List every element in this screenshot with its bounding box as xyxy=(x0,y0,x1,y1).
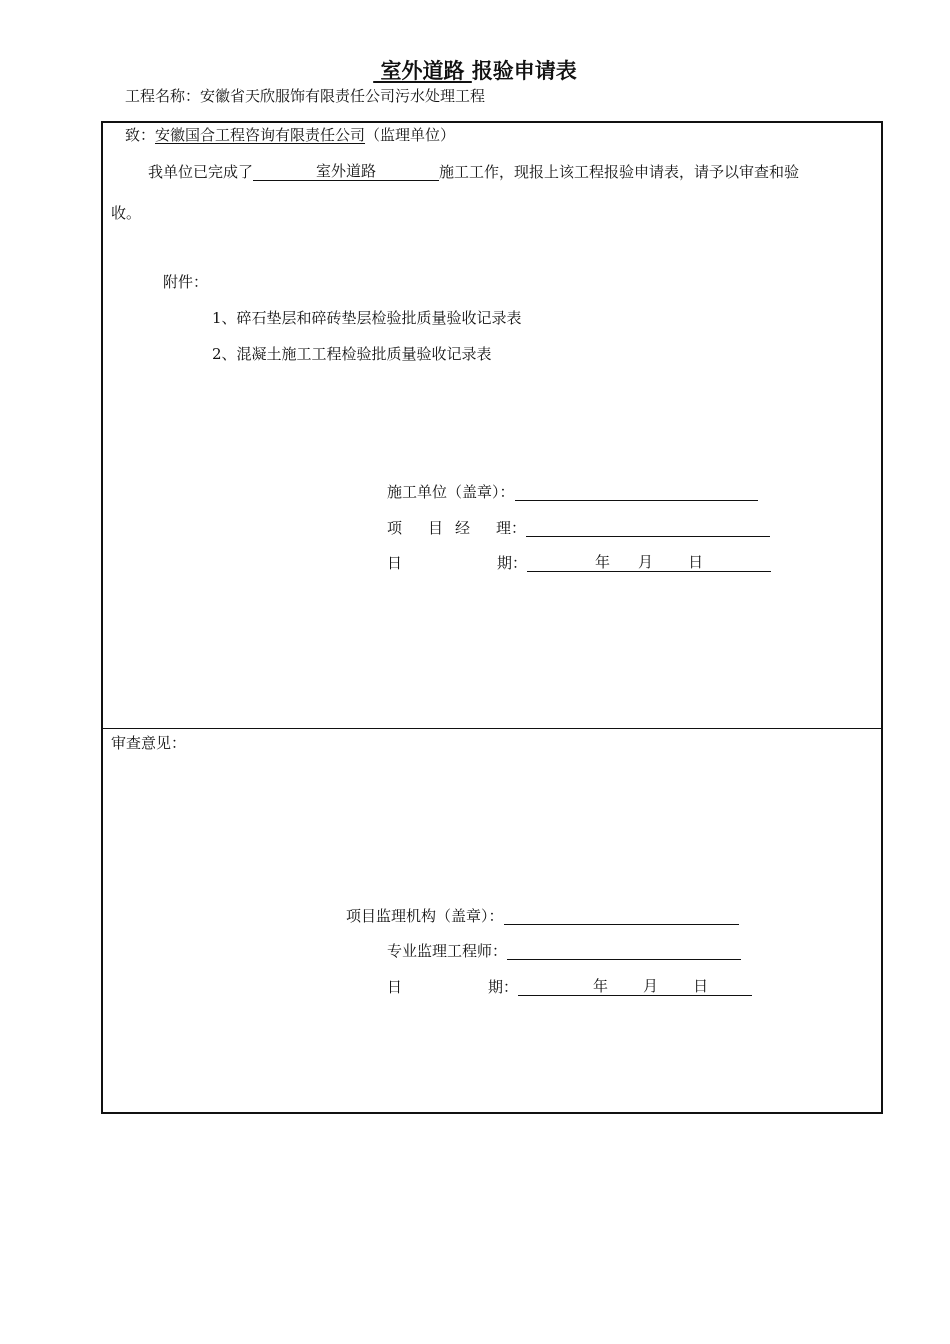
title-subject: 室外道路 xyxy=(380,58,465,83)
manager-label-part: 项 xyxy=(387,519,403,537)
day-label: 日 xyxy=(688,553,704,571)
day-label: 日 xyxy=(693,977,709,995)
work-item-field: 室外道路 xyxy=(253,162,439,181)
attachment-item-2: 2、混凝土施工工程检验批质量验收记录表 xyxy=(212,345,492,363)
supervision-org-field xyxy=(504,906,739,925)
date-label-part: 日 xyxy=(387,554,403,572)
date-label-part: 期： xyxy=(497,554,528,572)
year-label: 年 xyxy=(593,977,609,995)
engineer-line xyxy=(387,941,741,960)
statement-prefix: 我单位已完成了 xyxy=(148,163,254,181)
supervisor-name: 安徽国合工程咨询有限责任公司 xyxy=(155,126,366,144)
attachment-item-1: 1、碎石垫层和碎砖垫层检验批质量验收记录表 xyxy=(212,309,522,327)
review-date-line xyxy=(387,977,752,996)
project-name: 安徽省天欣服饰有限责任公司污水处理工程 xyxy=(200,87,486,105)
supervision-org-label: 项目监理机构（盖章）： xyxy=(346,907,504,925)
statement-suffix: 施工工作，现报上该工程报验申请表，请予以审查和验 xyxy=(439,163,800,181)
supervisor-note: （监理单位） xyxy=(365,126,456,144)
year-label: 年 xyxy=(595,553,611,571)
statement-continue: 收。 xyxy=(111,204,142,222)
contractor-date-field xyxy=(527,553,771,572)
manager-label-part: 理： xyxy=(496,519,527,537)
to-label: 致： xyxy=(125,126,156,144)
project-name-line xyxy=(125,87,485,105)
month-label: 月 xyxy=(638,553,654,571)
statement-line xyxy=(148,162,799,181)
manager-label-part: 目 xyxy=(428,519,444,537)
project-manager-field xyxy=(526,518,770,537)
engineer-field xyxy=(507,941,741,960)
project-label: 工程名称： xyxy=(125,87,201,105)
supervision-org-line xyxy=(346,906,739,925)
form-title xyxy=(0,58,950,84)
date-label-part: 期： xyxy=(488,978,519,996)
manager-label-part: 经 xyxy=(455,519,471,537)
month-label: 月 xyxy=(643,977,659,995)
review-label: 审查意见： xyxy=(111,734,187,752)
contractor-unit-field xyxy=(515,482,758,501)
contractor-date-line xyxy=(387,553,771,572)
project-manager-line xyxy=(387,518,770,537)
contractor-unit-line xyxy=(387,482,758,501)
form-frame xyxy=(101,121,883,1114)
title-suffix: 报验申请表 xyxy=(471,58,577,83)
addressee-line xyxy=(125,126,455,144)
section-divider xyxy=(101,728,881,729)
contractor-unit-label: 施工单位（盖章）： xyxy=(387,483,515,501)
attachments-label: 附件： xyxy=(163,273,209,291)
date-label-part: 日 xyxy=(387,978,403,996)
engineer-label: 专业监理工程师： xyxy=(387,942,508,960)
review-date-field xyxy=(518,977,752,996)
